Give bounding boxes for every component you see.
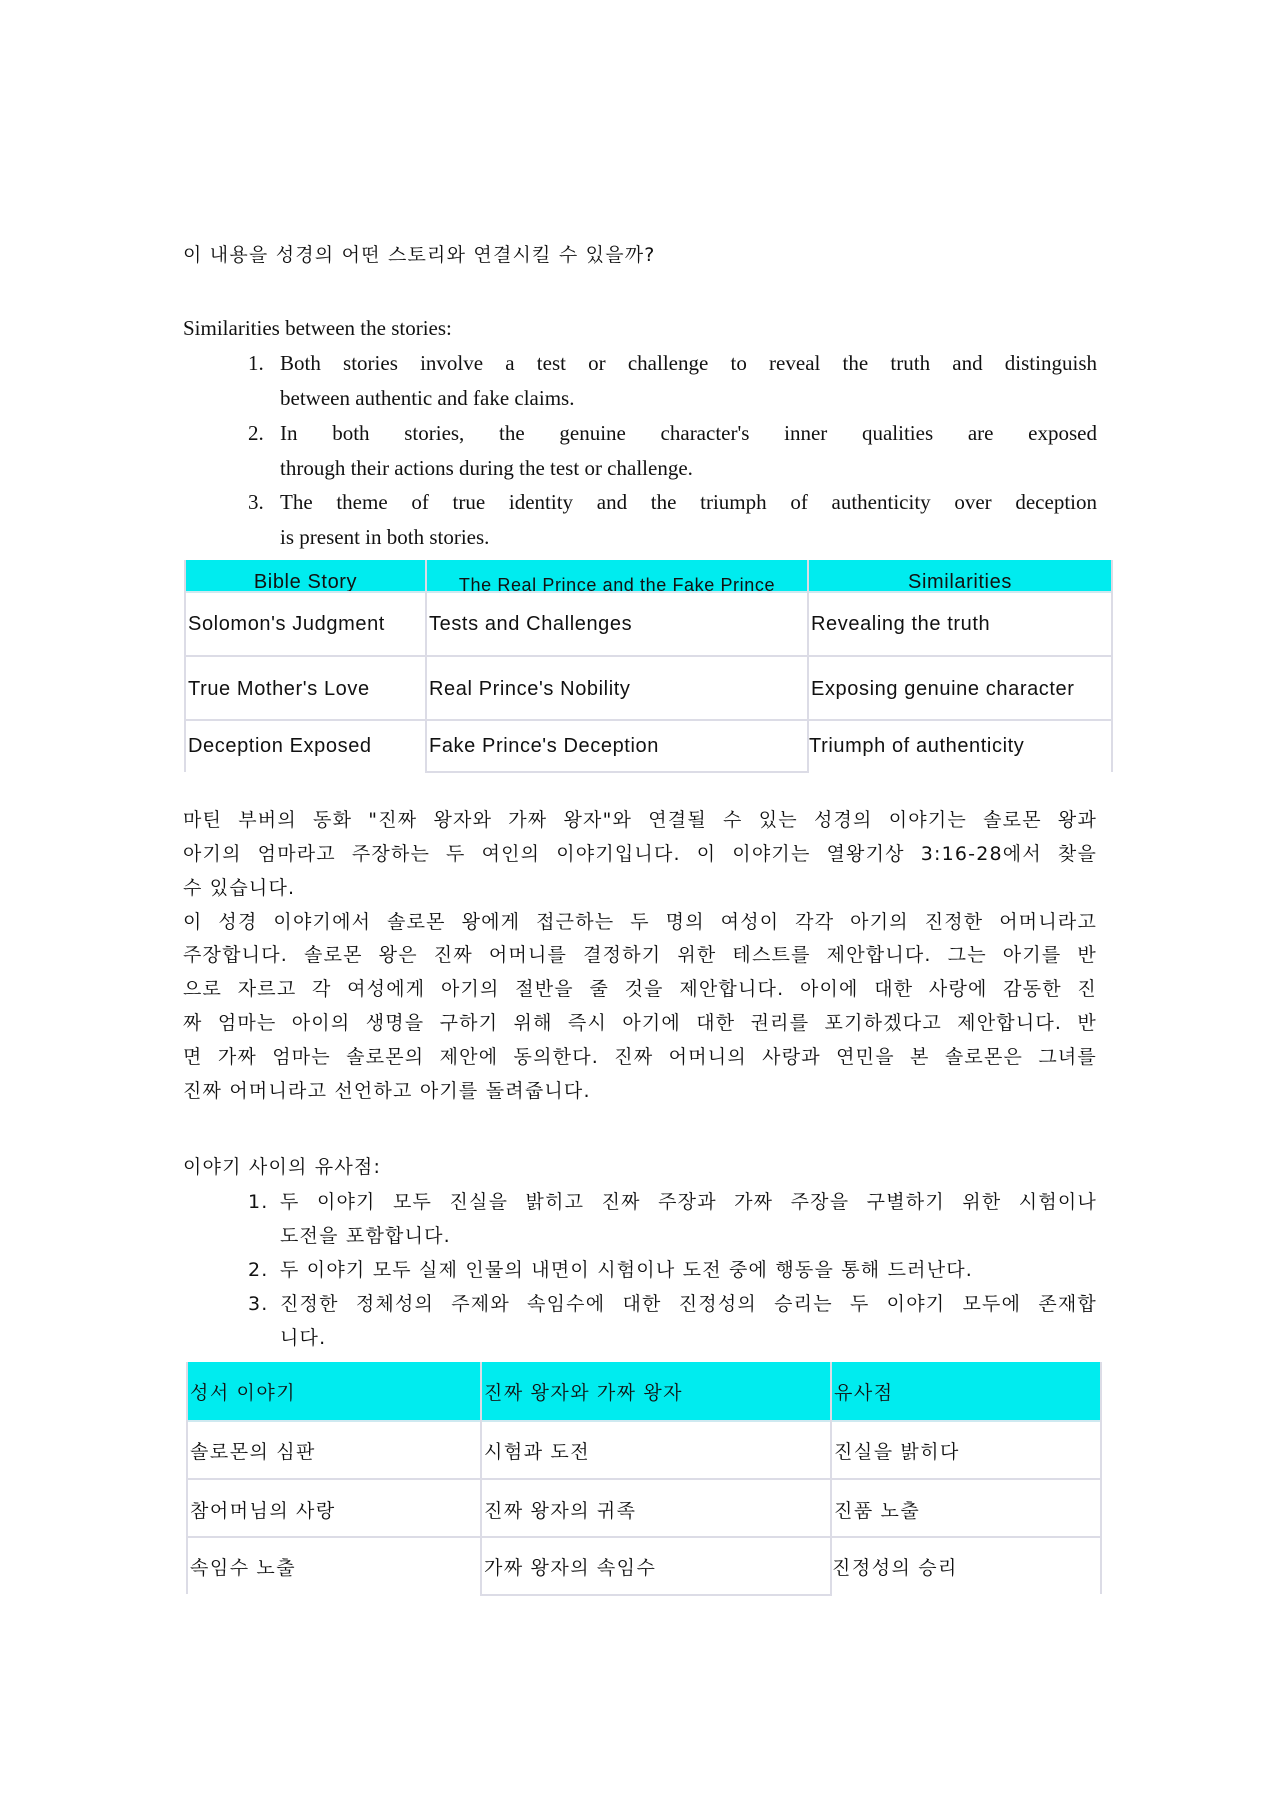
paragraph-line: 수 있습니다. bbox=[183, 877, 296, 899]
list-item-continuation: is present in both stories. bbox=[280, 525, 490, 549]
table-cell: Tests and Challenges bbox=[425, 591, 809, 657]
list-text: The theme of true identity and the triumph of authenticity over deception bbox=[280, 490, 1097, 514]
list-item-continuation: 니다. bbox=[280, 1327, 327, 1349]
english-similarities-heading: Similarities between the stories: bbox=[183, 316, 452, 340]
list-item-continuation: 도전을 포함합니다. bbox=[280, 1225, 451, 1247]
list-text: In both stories, the genuine character's inner qualities are exposed bbox=[280, 421, 1097, 445]
table-cell: Deception Exposed bbox=[184, 719, 427, 772]
table-cell: 진정성의 승리 bbox=[830, 1536, 1102, 1594]
paragraph-line: 진짜 어머니라고 선언하고 아기를 돌려줍니다. bbox=[183, 1080, 591, 1102]
table-cell: Fake Prince's Deception bbox=[425, 719, 809, 773]
list-text: 두 이야기 모두 실제 인물의 내면이 시험이나 도전 중에 행동을 통해 드러난다. bbox=[280, 1259, 974, 1281]
table-header-cell: Similarities bbox=[807, 560, 1113, 593]
paragraph-line: 이 성경 이야기에서 솔로몬 왕에게 접근하는 두 명의 여성이 각각 아기의 진정한 어머니라고 bbox=[183, 911, 1097, 933]
list-number: 2. bbox=[248, 421, 264, 445]
paragraph-line: 면 가짜 엄마는 솔로몬의 제안에 동의한다. 진짜 어머니의 사랑과 연민을 본 솔로몬은 그녀를 bbox=[183, 1046, 1097, 1068]
table-cell: Triumph of authenticity bbox=[807, 719, 1113, 772]
table-cell: 참어머님의 사랑 bbox=[186, 1478, 482, 1538]
list-number: 2. bbox=[248, 1259, 269, 1281]
table-header-cell: 성서 이야기 bbox=[186, 1362, 482, 1422]
paragraph-line: 주장합니다. 솔로몬 왕은 진짜 어머니를 결정하기 위한 테스트를 제안합니다. 그는 아기를 반 bbox=[183, 944, 1097, 966]
table-cell: Solomon's Judgment bbox=[184, 591, 427, 657]
korean-similarities-heading: 이야기 사이의 유사점: bbox=[183, 1156, 382, 1178]
table-cell: 솔로몬의 심판 bbox=[186, 1420, 482, 1480]
paragraph-line: 짜 엄마는 아이의 생명을 구하기 위해 즉시 아기에 대한 권리를 포기하겠다고 제안합니다. 반 bbox=[183, 1012, 1097, 1034]
list-text: Both stories involve a test or challenge to reveal the truth and distinguish bbox=[280, 351, 1097, 375]
table-cell: Real Prince's Nobility bbox=[425, 655, 809, 721]
question-text: 이 내용을 성경의 어떤 스토리와 연결시킬 수 있을까? bbox=[183, 244, 656, 266]
table-header-cell: 유사점 bbox=[830, 1362, 1102, 1422]
table-header-cell: 진짜 왕자와 가짜 왕자 bbox=[480, 1362, 832, 1422]
table-header-cell: Bible Story bbox=[184, 560, 427, 593]
list-text: 진정한 정체성의 주제와 속임수에 대한 진정성의 승리는 두 이야기 모두에 존재합 bbox=[280, 1293, 1097, 1315]
table-cell: True Mother's Love bbox=[184, 655, 427, 721]
table-cell: 가짜 왕자의 속임수 bbox=[480, 1536, 832, 1596]
list-item-continuation: through their actions during the test or challenge. bbox=[280, 456, 693, 480]
list-number: 1. bbox=[248, 1191, 269, 1213]
table-cell: 속임수 노출 bbox=[186, 1536, 482, 1594]
table-cell: Exposing genuine character bbox=[807, 655, 1113, 721]
table-cell: 진품 노출 bbox=[830, 1478, 1102, 1538]
list-number: 1. bbox=[248, 351, 264, 375]
table-cell: Revealing the truth bbox=[807, 591, 1113, 657]
paragraph-line: 으로 자르고 각 여성에게 아기의 절반을 줄 것을 제안합니다. 아이에 대한 사랑에 감동한 진 bbox=[183, 978, 1097, 1000]
table-cell: 진짜 왕자의 귀족 bbox=[480, 1478, 832, 1538]
paragraph-line: 아기의 엄마라고 주장하는 두 여인의 이야기입니다. 이 이야기는 열왕기상 3:16-28에서 찾을 bbox=[183, 843, 1097, 865]
list-item-continuation: between authentic and fake claims. bbox=[280, 386, 575, 410]
table-header-cell: The Real Prince and the Fake Prince bbox=[425, 560, 809, 593]
paragraph-line: 마틴 부버의 동화 "진짜 왕자와 가짜 왕자"와 연결될 수 있는 성경의 이야기는 솔로몬 왕과 bbox=[183, 809, 1097, 831]
table-cell: 진실을 밝히다 bbox=[830, 1420, 1102, 1480]
list-number: 3. bbox=[248, 1293, 269, 1315]
list-number: 3. bbox=[248, 490, 264, 514]
table-cell: 시험과 도전 bbox=[480, 1420, 832, 1480]
list-text: 두 이야기 모두 진실을 밝히고 진짜 주장과 가짜 주장을 구별하기 위한 시험이나 bbox=[280, 1191, 1097, 1213]
